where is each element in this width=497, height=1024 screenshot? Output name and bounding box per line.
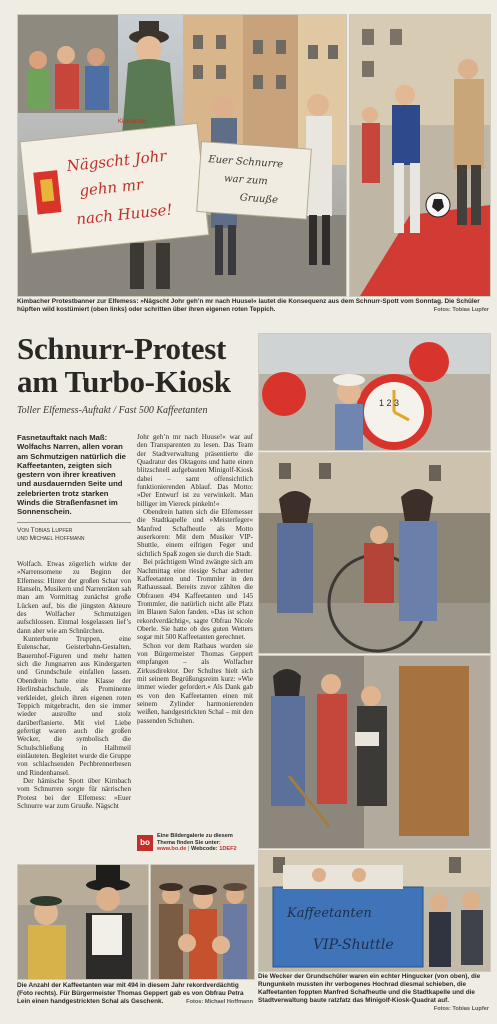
kimbacher-sign: Kimbacher bbox=[118, 119, 147, 125]
photo-vip-shuttle bbox=[258, 850, 491, 972]
col2-paragraph: Bei prächtigem Wind zwängte sich am Nachmittag eine riesige Schar adretter Kaffeetanten und Trommler in den Rathaussaal. Bereits zuvor zählten die Obfrauen 494 Kaffeetanten und 145 Trommler, die natürlich nicht alle Platz im Blauen Salon fanden. »Das ist schon rekordverdächtig«, sagte Obfrau Nicole Oberle. Sie hatte ob des guten Wetters sogar mit 500 Kaffeetanten gerechnet. bbox=[137, 558, 253, 642]
byline-line2: und Michael Hoffmann bbox=[17, 535, 85, 543]
col2-paragraph: Obendrein hatten sich die Elfemesser die Stadtkapelle und »Meisterfeger« Manfred Schafheutle als Motto auserkoren: Mit dem Musiker VIP-Shuttle, einem eifrigen Feger und sichtlich Spaß zogen sie durch die Stadt. bbox=[137, 508, 253, 558]
online-box-site[interactable]: www.bo.de bbox=[157, 846, 187, 853]
article-column-1 bbox=[17, 560, 131, 862]
top-photo-left bbox=[17, 14, 347, 297]
caption-bottom-left bbox=[17, 982, 253, 1006]
headline-line1: Schnurr-Protest bbox=[17, 331, 227, 366]
online-box-line2: Thema finden Sie unter: bbox=[157, 839, 221, 846]
banner-left-line1: Nägscht Johr bbox=[65, 146, 168, 176]
online-gallery-box: bo Eine Bildergalerie zu diesem Thema finden Sie unter: www.bo.de | Webcode: 1DEF2 bbox=[137, 833, 253, 859]
caption-bottom-right-credit: Fotos: Tobias Lupfer bbox=[433, 1006, 489, 1012]
col1-paragraph: Der hämische Spott über Kirnbach vom Schnurren sorgte für närrischen Protest bei der Elfemess: »Euer Schnurre war zum Gruuße. Nägscht bbox=[17, 776, 131, 810]
top-caption-credit: Fotos: Tobias Lupfer bbox=[433, 307, 489, 313]
top-caption-text: Kimbacher Protestbanner zur Elfemess: »Nägscht Johr geh’n mr nach Huusel« lautet die Konsequenz aus dem Schnurr-Spott vom Sonntag. Die Schüler hüpften wild kostümiert (oben links) oder schritten über ihren eigenen roten Teppich. bbox=[17, 298, 480, 313]
col2-paragraph: Schon vor dem Rathaus wurden sie von Bürgermeister Thomas Geppert empfangen – als Wolfacher Zirkusdirektor. Der Schultes hielt sich mit seinem Begrüßungsreim kurz: »Wie immer wieder gefordert.« Als Dank gab es von den Kaffeetanten einen mit seinem Zylinder harmonierenden weißen, handgestrickten Schal – mit den passenden Schuhen. bbox=[137, 641, 253, 725]
photo-clock-wecker bbox=[258, 333, 491, 451]
vip-sign-line2: VIP-Shuttle bbox=[313, 937, 394, 953]
article-column-2 bbox=[137, 433, 253, 831]
caption-bottom-left-credit: Fotos: Michael Hoffmann bbox=[186, 999, 253, 1005]
banner-right-line3: Gruuße bbox=[239, 192, 279, 207]
headline-block bbox=[17, 332, 253, 418]
online-logo-icon: bo bbox=[137, 835, 153, 851]
online-box-webcode: 1DEF2 bbox=[219, 846, 237, 853]
top-photo-right bbox=[349, 14, 491, 297]
headline-line2: am Turbo-Kiosk bbox=[17, 364, 231, 399]
col1-paragraph: Kunterbunte Truppen, eine Eulenschar, Geisterbahn-Gestalten, Bauernhof-Figuren und mehr hatten sich die Jungnarren aus Kindergarten und Grundschule einfallen lassen. Obendrein hatte eine Klasse der Herlinsbachschule, als Prominente verkleidet, gleich ihren eigenen roten Teppich mitgebracht, den sie immer wieder ausrollte und stolz darüberflanierte. Mit viel Liebe gefertigt waren auch die großen Wecker, die symbolisch die Schulschließung in Halbmeil einläuteten. Begleitet wurde die Gruppe von schlachsenden Pechbrennerbesen und Rindenhansel. bbox=[17, 635, 131, 777]
banner-left-line2: gehn mr bbox=[78, 175, 144, 200]
banner-left-line3: nach Huuse! bbox=[75, 200, 174, 229]
caption-bottom-right bbox=[258, 973, 489, 1013]
photo-kaffeetanten-feger bbox=[258, 655, 491, 849]
photo-kaffeetanten-crowd bbox=[150, 864, 255, 980]
caption-bottom-right-text: Die Wecker der Grundschüler waren ein echter Hingucker (von oben), die Rungunkeln mussten ihr verbogenes Hochrad diesmal schieben, die Kaffeetanten foppten Manfred Schafheutle und die Stadtkapelle und die Stadtverwaltung baute ratzfatz das Minigolf-Kiosk-Quadrat auf. bbox=[258, 973, 481, 1004]
lead-paragraph: Fasnetauftakt nach Maß: Wolfachs Narren, allen voran am Schmutzigen natürlich die Kaffeetanten, zeigten sich gestern von ihrer kreativen und ausdauernden Seite und zelebrierten trotz starken Winds die Straßenfasnet im Sonnenschein. bbox=[17, 433, 126, 517]
vip-sign-line1: Kaffeetanten bbox=[287, 906, 372, 921]
headline-subtitle: Toller Elfemess-Auftakt / Fast 500 Kaffeetanten bbox=[17, 405, 208, 416]
photo-hochrad bbox=[258, 452, 491, 654]
banner-right-line2: war zum bbox=[223, 173, 269, 188]
clock-numbers: 1 2 3 bbox=[379, 398, 400, 408]
top-photo-caption bbox=[17, 298, 489, 314]
online-box-webcode-label: Webcode: bbox=[191, 846, 218, 853]
byline-line1: Von Tobias Lupfer bbox=[17, 526, 73, 534]
col1-paragraph: Wolfach. Etwas zögerlich wirkte der »Narrensomene zu Beginn der Elfemess: Hinter der großen Schar von Hanseln, Musikern und Narrenräten sah man am Vormittag zunächst große Lücken auf, bis die jüngsten Akteure des Wolfacher Schmutzigen aufschlossen. Einmal losgelassen lief’s dann aber wie am Schnürchen. bbox=[17, 560, 131, 635]
col2-paragraph: Johr geh’n mr nach Huuse!« war auf den Transparenten zu lesen. Das Team der Stadtverwaltung präsentierte die Quadratur des Oktagons und hatte einen blitzschnell aufgebauten Minigolf-Kiosk dabei – samt offensichtlich funktionierenden Ablauf. Das Motto: »Der Entwurf ist zu verwinkelt. Man billiger im Viereck pinkeln!« bbox=[137, 433, 253, 508]
online-box-line1: Eine Bildergalerie zu diesem bbox=[157, 833, 233, 839]
caption-bottom-left-text: Die Anzahl der Kaffeetanten war mit 494 in diesem Jahr rekordverdächtig (Foto rechts). Für Bürgermeister Thomas Geppert gab es von Obfrau Petra Lein einen handgestrickten Schal als Geschenk. bbox=[17, 982, 244, 1005]
photo-buergermeister-schal bbox=[17, 864, 149, 980]
banner-right-line1: Euer Schnurre bbox=[207, 154, 284, 171]
